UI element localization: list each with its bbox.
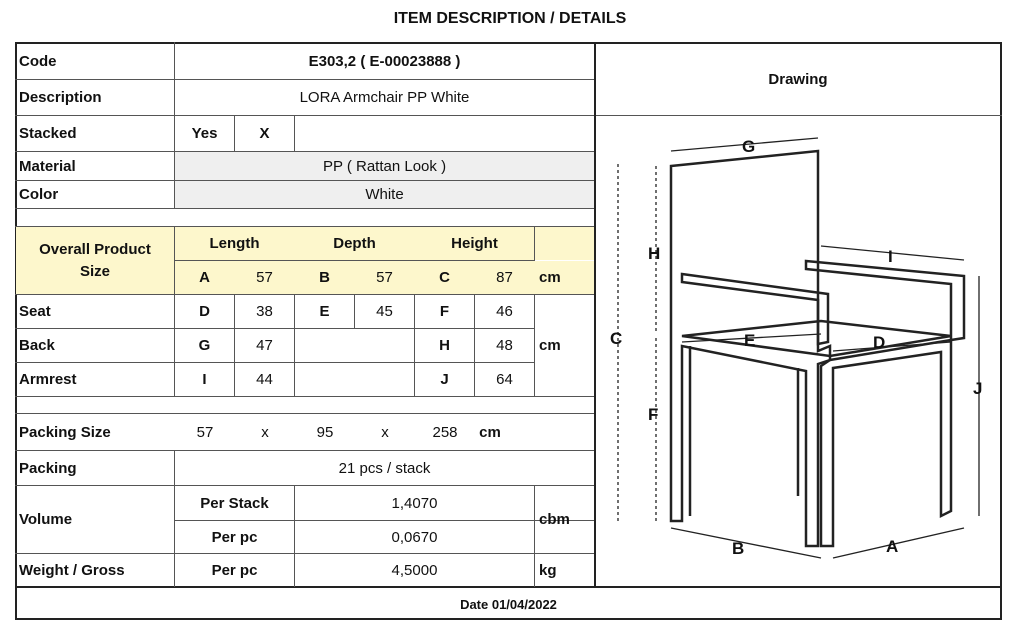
packing-size-a: 57 [196,423,214,441]
weight-per-pc-label: Per pc [211,561,258,579]
dim-letter: J [440,371,449,388]
dim-letter: E [319,303,330,320]
front-frame [821,340,951,546]
seat-plate [682,321,951,356]
dim-label-d: D [873,333,886,352]
material-label: Material [19,157,76,175]
overall-size-label: Overall Product Size [39,240,151,280]
packing-size-unit: cm [479,423,501,441]
dim-value: 38 [256,303,273,320]
dim-value: 48 [496,337,513,354]
unit-cm: cm [539,337,561,354]
dim-value: 87 [496,269,513,286]
length-header: Length [209,235,260,252]
dim-label-g: G [742,137,756,156]
packing-size-x: x [381,423,389,441]
packing-size-c: 258 [432,423,458,441]
armchair-drawing [596,116,1000,586]
dim-label-c: C [610,329,623,348]
drawing-label: Drawing [768,70,828,88]
color-label: Color [19,186,59,203]
dim-letter: I [202,371,207,388]
dim-value: 57 [256,269,273,286]
stacked-mark: X [259,125,270,142]
stacked-yes: Yes [191,125,218,142]
code-label: Code [19,52,57,70]
weight-label: Weight / Gross [19,561,125,579]
packing-size-x: x [261,423,269,441]
dim-value: 44 [256,371,273,388]
dim-label-h: H [648,244,661,263]
per-pc-label: Per pc [211,528,258,546]
per-stack-value: 1,4070 [391,494,438,512]
dim-letter: F [439,303,450,320]
dim-label-e: E [744,331,756,350]
per-pc-value: 0,0670 [391,528,438,546]
dim-letter: D [199,303,210,320]
volume-unit: cbm [539,511,570,528]
dim-letter: A [199,269,210,286]
code-value: E303,2 ( E-00023888 ) [308,52,461,70]
volume-label: Volume [19,511,73,528]
dim-label-i: I [888,247,893,266]
unit-cm: cm [539,269,561,286]
packing-value: 21 pcs / stack [338,459,431,477]
dim-letter: H [439,337,450,354]
dim-letter: G [198,337,211,354]
dim-letter: B [319,269,330,286]
dim-value: 47 [256,337,273,354]
dim-value: 64 [496,371,513,388]
dim-value: 45 [376,303,393,320]
armrest-label: Armrest [19,371,77,388]
color-value: White [365,186,404,203]
description-label: Description [19,89,102,106]
page-title: ITEM DESCRIPTION / DETAILS [393,10,627,27]
packing-size-b: 95 [316,423,334,441]
dim-label-a: A [886,537,899,556]
dim-value: 57 [376,269,393,286]
dim-label-f: F [648,405,659,424]
weight-unit: kg [539,561,557,579]
back-label: Back [19,337,55,354]
dim-value: 46 [496,303,513,320]
description-value: LORA Armchair PP White [299,89,470,106]
height-header: Height [451,235,498,252]
seat-label: Seat [19,303,51,320]
depth-header: Depth [333,235,376,252]
weight-value: 4,5000 [391,561,438,579]
dim-label-j: J [973,379,983,398]
dim-letter: C [439,269,450,286]
packing-size-label: Packing Size [19,423,111,441]
date: Date 01/04/2022 [460,596,557,612]
stacked-label: Stacked [19,125,77,142]
dim-label-b: B [732,539,745,558]
material-value: PP ( Rattan Look ) [322,157,447,175]
packing-label: Packing [19,459,77,477]
per-stack-label: Per Stack [200,494,269,512]
